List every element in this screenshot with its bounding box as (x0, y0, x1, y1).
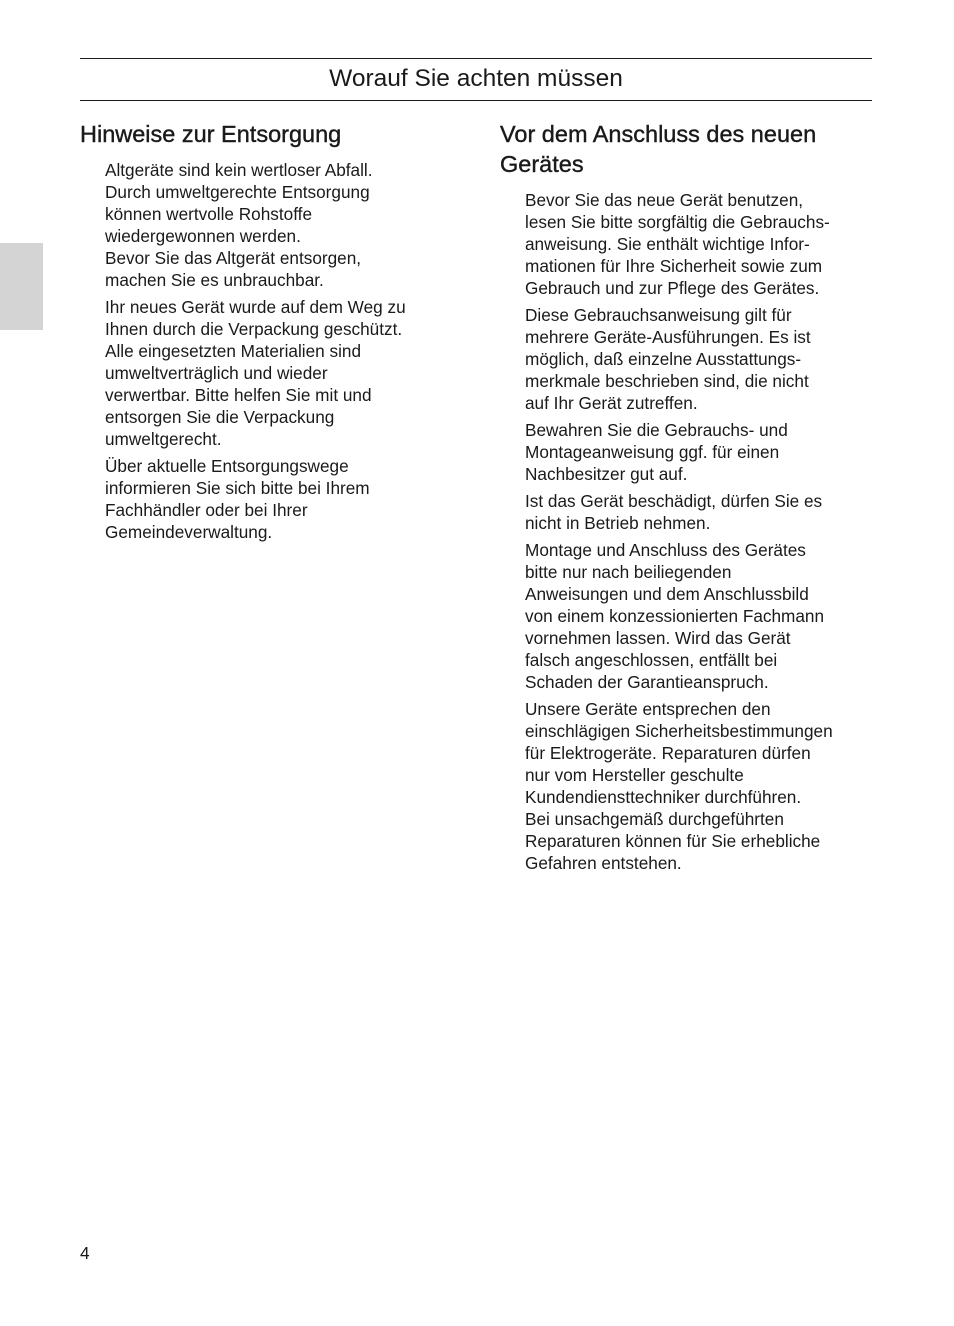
disposal-paragraph-2: Ihr neues Gerät wurde auf dem Weg zu Ihnen durch die Verpackung geschützt. Alle eingesetzten Materialien sind umweltverträglich und wieder verwertbar. Bitte helfen Sie mit und entsorgen Sie die Verpackung umweltgerecht. (105, 297, 406, 449)
page-number: 4 (80, 1243, 90, 1263)
section-tab-marker (0, 243, 43, 330)
before-connection-paragraph-6: Unsere Geräte entsprechen den einschlägigen Sicherheitsbestimmungen für Elektrogeräte. Reparaturen dürfen nur vom Hersteller geschulte Kundendiensttechniker durchführen. Bei unsachgemäß durchgeführten Reparaturen können für Sie erhebliche Gefahren entstehen. (525, 699, 833, 873)
title-rule-top (80, 58, 872, 59)
before-connection-paragraph-1: Bevor Sie das neue Gerät benutzen, lesen Sie bitte sorgfältig die Gebrauchs- anweisung. Sie enthält wichtige Infor- mationen für Ihre Sicherheit sowie zum Gebrauch und zur Pflege des Gerätes. (525, 190, 830, 298)
before-connection-paragraph-3: Bewahren Sie die Gebrauchs- und Montageanweisung ggf. für einen Nachbesitzer gut auf. (525, 420, 788, 484)
title-rule-bottom (80, 100, 872, 101)
disposal-paragraph-3: Über aktuelle Entsorgungswege informieren Sie sich bitte bei Ihrem Fachhändler oder bei Ihrer Gemeindeverwaltung. (105, 456, 370, 542)
disposal-heading: Hinweise zur Entsorgung (80, 121, 342, 147)
before-connection-paragraph-2: Diese Gebrauchsanweisung gilt für mehrere Geräte-Ausführungen. Es ist möglich, daß einzelne Ausstattungs- merkmale beschrieben sind, die nicht auf Ihr Gerät zutreffen. (525, 305, 811, 413)
before-connection-paragraph-5: Montage und Anschluss des Gerätes bitte nur nach beiliegenden Anweisungen und dem Anschlussbild von einem konzessionierten Fachmann vornehmen lassen. Wird das Gerät falsch angeschlossen, entfällt bei Schaden der Garantieanspruch. (525, 540, 825, 692)
page-title: Worauf Sie achten müssen (329, 65, 623, 92)
before-connection-section (500, 119, 872, 879)
before-connection-paragraph-4: Ist das Gerät beschädigt, dürfen Sie es nicht in Betrieb nehmen. (525, 491, 823, 533)
before-connection-heading: Vor dem Anschluss des neuen Gerätes (500, 121, 817, 177)
disposal-section (80, 119, 452, 548)
disposal-paragraph-1: Altgeräte sind kein wertloser Abfall. Durch umweltgerechte Entsorgung können wertvolle Rohstoffe wiedergewonnen werden. Bevor Sie das Altgerät entsorgen, machen Sie es unbrauchbar. (105, 160, 373, 290)
